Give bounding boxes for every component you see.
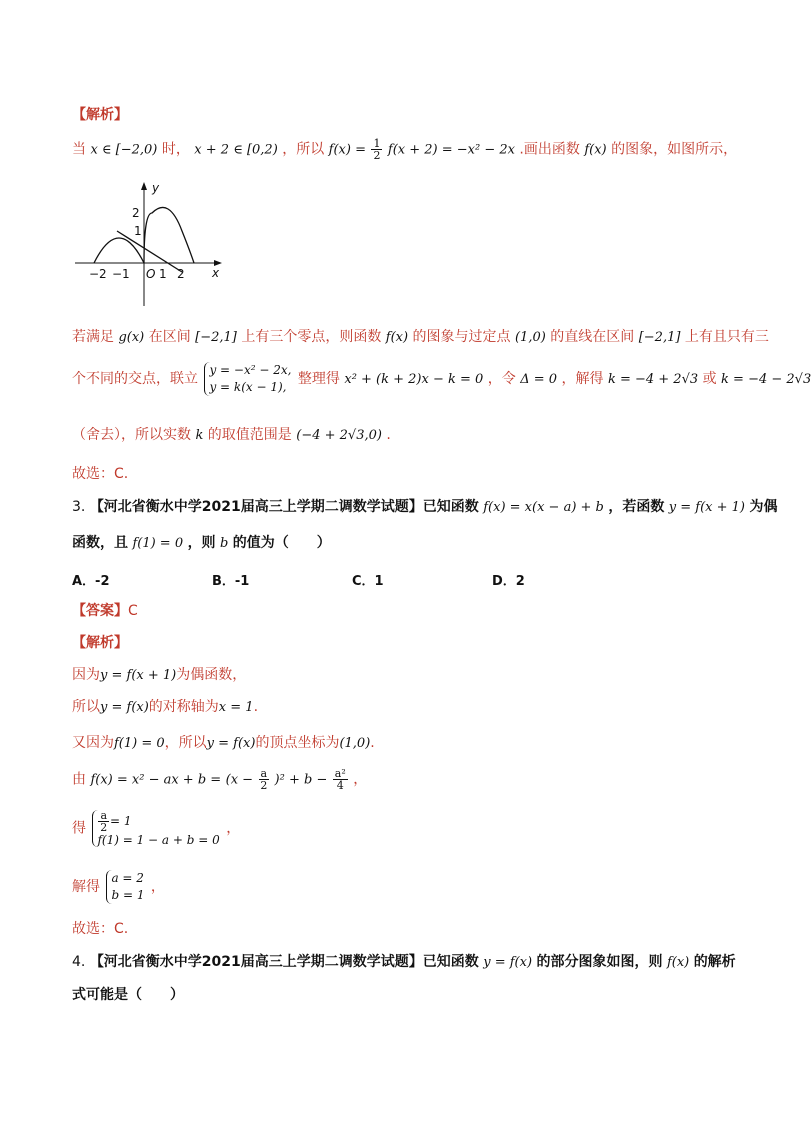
text: ，若函数: [608, 499, 665, 515]
tick-x1: 1: [159, 267, 167, 281]
math-expr: y = f(x): [483, 955, 533, 970]
math-expr: f(1) = 0: [132, 536, 184, 551]
tick-1: 1: [134, 224, 142, 238]
curve-left: [94, 238, 144, 263]
math-expr: Δ = 0: [520, 372, 558, 387]
equation-system: a = 2 b = 1: [106, 870, 144, 904]
text: 的取值范围是: [207, 427, 292, 443]
math-expr: y = f(x + 1): [668, 500, 745, 515]
fraction: $\frac{a}{2}$: [260, 767, 268, 792]
option-b[interactable]: B．-1: [212, 574, 250, 589]
fraction: $\frac{\text{a²}}{4}$: [334, 767, 346, 792]
text: .画出函数: [519, 141, 580, 158]
math-expr: f(x) =: [328, 142, 366, 158]
text: 的解析: [693, 954, 736, 970]
text: 时，: [161, 141, 190, 158]
math-expr: k: [195, 428, 204, 443]
origin-label: O: [146, 267, 156, 281]
math-expr: x ∈ [−2,0): [90, 142, 158, 158]
math-expr: x + 2 ∈ [0,2): [194, 142, 278, 158]
option-d[interactable]: D．2: [492, 574, 525, 589]
text: 在区间: [148, 329, 191, 345]
text: 整理得: [297, 371, 340, 387]
equation-system: y = −x² − 2x, y = k(x − 1),: [204, 362, 291, 396]
analysis-line-3: [72, 362, 811, 396]
text: 的图象与过定点: [412, 329, 511, 345]
text: 当: [72, 141, 86, 158]
text: 函数，且: [72, 535, 128, 551]
solution-line-6: 解得 a = 2 b = 1 ，: [72, 871, 165, 902]
equation-system: $\frac{a}{2}$ = 1 f(1) = 1 − a + b = 0: [92, 810, 219, 847]
math-expr: [−2,1]: [638, 330, 681, 345]
text: 个不同的交点，联立: [72, 371, 198, 387]
math-expr: f(x): [584, 142, 607, 158]
fraction-half: $\frac{1}{2}$: [373, 137, 381, 162]
analysis-line-2: [72, 326, 769, 346]
question-4: [72, 951, 736, 971]
question-4-line-2: 式可能是（ ）: [72, 987, 184, 1003]
text: ，解得: [561, 371, 604, 387]
question-source: 【河北省衡水中学2021届高三上学期二调数学试题】: [89, 954, 423, 970]
text: .: [386, 427, 391, 443]
question-number: 4.: [72, 954, 86, 970]
text: 若满足: [72, 329, 114, 345]
analysis-line-4: [72, 424, 391, 444]
answer-value: C: [128, 603, 138, 619]
solution-line-4: 由 f(x) = x² − ax + b = (x − $\frac{a}{2}$ )² + b − $\frac{\text{a²}}{4}$ ，: [72, 767, 368, 792]
math-expr: k = −4 − 2√3: [721, 372, 811, 387]
text: 的直线在区间: [550, 329, 635, 345]
math-expr: f(x): [666, 955, 690, 970]
math-expr: (−4 + 2√3,0): [296, 428, 382, 443]
question-3-line-2: [72, 532, 331, 552]
option-a[interactable]: A．-2: [72, 574, 110, 589]
text: （舍去），所以实数: [72, 427, 191, 443]
text: 上有三个零点，则函数: [241, 329, 382, 345]
math-expr: [−2,1]: [195, 330, 237, 345]
text: 为偶: [749, 499, 778, 515]
tick-2: 2: [132, 206, 140, 220]
y-label: y: [152, 181, 160, 195]
function-graph: [72, 176, 232, 310]
text: 或: [702, 371, 717, 387]
tick-neg2: −2: [89, 267, 107, 281]
text: ，则: [187, 535, 216, 551]
solution-line-3: 又因为f(1) = 0，所以y = f(x)的顶点坐标为(1,0).: [72, 735, 375, 751]
tick-x2: 2: [177, 267, 185, 281]
text: ，所以: [282, 141, 325, 158]
math-expr: y = f(x): [206, 736, 256, 751]
math-expr: f(x): [385, 330, 409, 345]
math-expr: f(x + 2) = −x² − 2x: [387, 142, 515, 158]
math-expr: (1,0): [514, 330, 546, 345]
solution-line-2: 所以y = f(x)的对称轴为x = 1.: [72, 699, 259, 715]
answer-tag: 【答案】: [72, 603, 128, 619]
math-expr: g(x): [118, 330, 145, 345]
solution-line-5: 得 $\frac{a}{2}$ = 1 f(1) = 1 − a + b = 0 ，: [72, 809, 241, 847]
question-number: 3.: [72, 499, 86, 515]
text: ，令: [487, 371, 516, 387]
math-expr: b: [220, 536, 229, 551]
math-expr: y = f(x): [100, 700, 149, 715]
math-expr: x² + (k + 2)x − k = 0: [344, 372, 484, 387]
math-expr: x = 1: [218, 700, 254, 715]
analysis-line-1: [72, 138, 737, 161]
math-expr: (1,0): [339, 736, 371, 751]
choose-line-2: 故选：C.: [72, 921, 129, 937]
choose-line-1: 故选：C.: [72, 466, 129, 482]
x-label: x: [212, 266, 220, 280]
curve-right: [144, 207, 194, 263]
option-c[interactable]: C．1: [352, 574, 384, 589]
text: 已知函数: [422, 954, 479, 970]
analysis-tag-2: 【解析】: [72, 635, 128, 651]
math-expr: f(x) = x² − ax + b =: [90, 772, 222, 788]
y-axis-arrow: [141, 182, 147, 190]
line-through-1-0: [117, 231, 182, 272]
math-expr: k = −4 + 2√3: [607, 372, 699, 387]
text: 已知函数: [422, 499, 479, 515]
question-3: [72, 496, 777, 516]
math-expr: f(x) = x(x − a) + b: [483, 500, 604, 515]
text: 的部分图象如图，则: [536, 954, 663, 970]
text: 的图象，如图所示，: [611, 141, 738, 158]
question-source: 【河北省衡水中学2021届高三上学期二调数学试题】: [89, 499, 423, 515]
math-expr: y = f(x + 1): [100, 668, 177, 683]
solution-line-1: 因为y = f(x + 1)为偶函数，: [72, 667, 247, 683]
text: 上有且只有三: [684, 329, 769, 345]
options-row: [72, 570, 632, 589]
text: 的值为（ ）: [232, 535, 331, 551]
answer-line: [72, 600, 138, 620]
math-expr: f(1) = 0: [114, 736, 165, 751]
math-expr: (x −: [225, 772, 254, 788]
math-expr: )² + b −: [274, 772, 328, 788]
tick-neg1: −1: [112, 267, 130, 281]
analysis-tag: 【解析】: [72, 107, 128, 123]
